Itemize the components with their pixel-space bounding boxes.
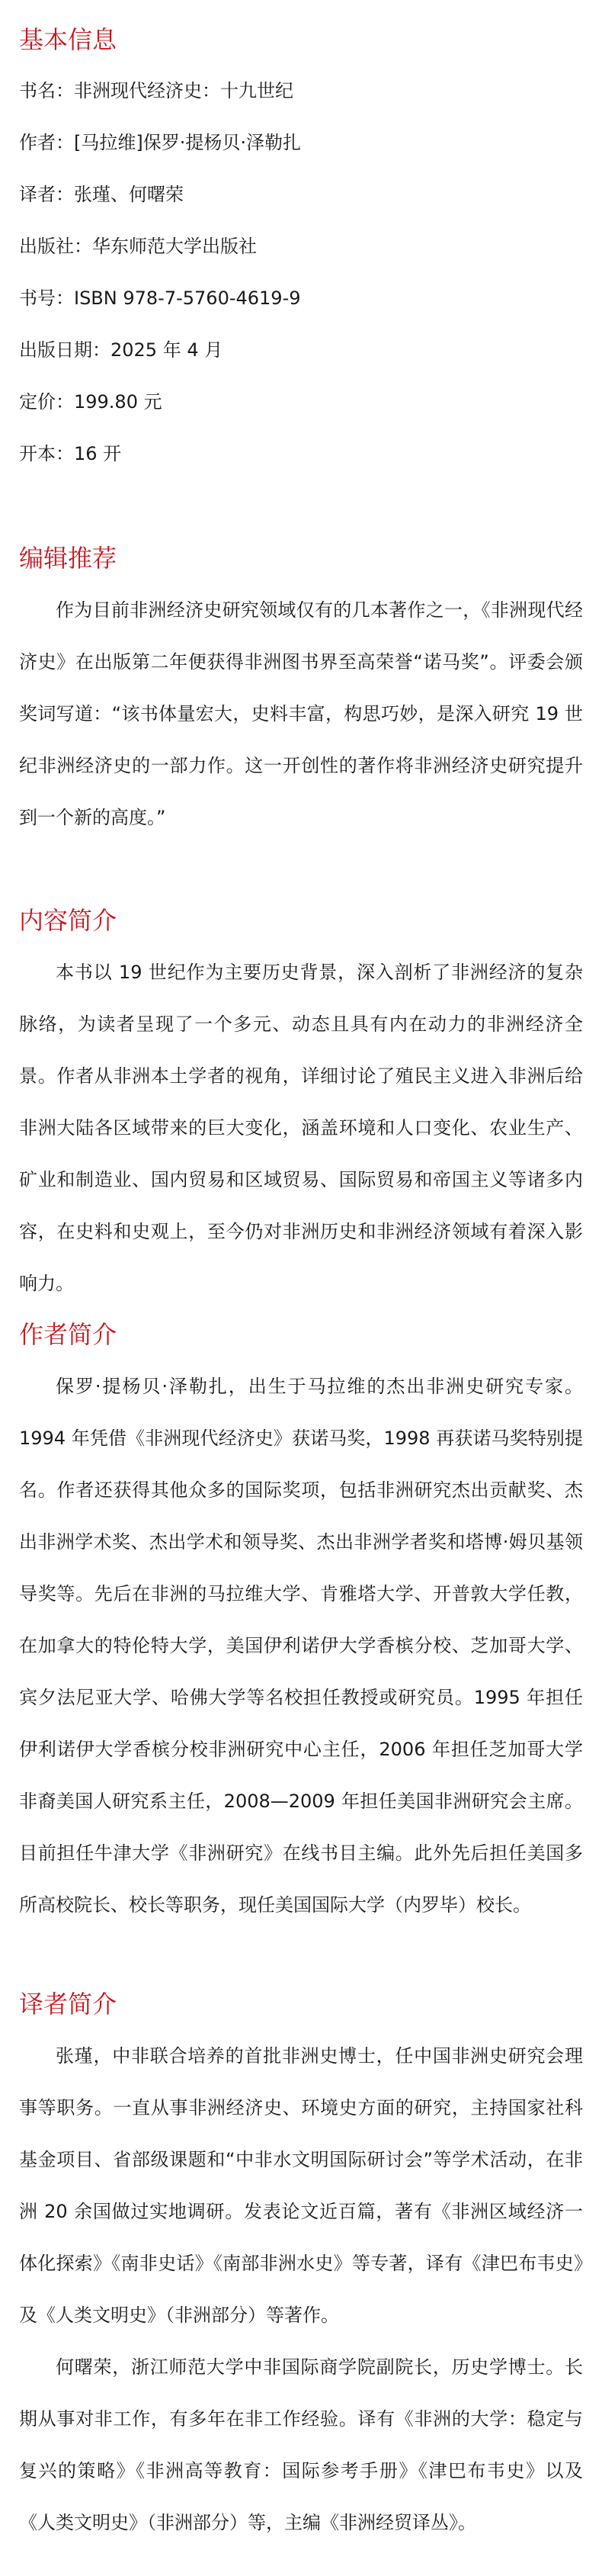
author-intro-section bbox=[19, 1318, 583, 1931]
basic-info-heading: 基本信息 bbox=[19, 25, 117, 54]
basic-info-list bbox=[19, 79, 583, 465]
translator-intro-paragraph-2: 何曙荣，浙江师范大学中非国际商学院副院长，历史学博士。长期从事对非工作，有多年在非工作经验。译有《非洲的大学：稳定与复兴的策略》《非洲高等教育：国际参考手册》《津巴布韦史》以及《人类文明史》（非洲部分）等，主编《非洲经贸译丛》。 bbox=[19, 2356, 583, 2533]
info-translator: 译者：张瑾、何曙荣 bbox=[19, 184, 184, 205]
info-isbn: 书号：ISBN 978-7-5760-4619-9 bbox=[19, 287, 301, 309]
content-summary-paragraph: 本书以 19 世纪作为主要历史背景，深入剖析了非洲经济的复杂脉络，为读者呈现了一个多元、动态且具有内在动力的非洲经济全景。作者从非洲本土学者的视角，详细讨论了殖民主义进入非洲后给非洲大陆各区域带来的巨大变化，涵盖环境和人口变化、农业生产、矿业和制造业、国内贸易和区域贸易、国际贸易和帝国主义等诸多内容，在史料和史观上，至今仍对非洲历史和非洲经济领域有着深入影响力。 bbox=[19, 962, 583, 1294]
info-publisher: 出版社：华东师范大学出版社 bbox=[19, 236, 257, 257]
translator-intro-heading: 译者简介 bbox=[19, 1990, 117, 2019]
author-intro-heading: 作者简介 bbox=[19, 1320, 117, 1349]
translator-intro-paragraph-1: 张瑾，中非联合培养的首批非洲史博士，任中国非洲史研究会理事等职务。一直从事非洲经济史、环境史方面的研究，主持国家社科基金项目、省部级课题和“中非水文明国际研讨会”等学术活动，在非洲 20 余国做过实地调研。发表论文近百篇，著有《非洲区域经济一体化探索》《南非史话》《南部非洲水史》等专著，译有《津巴布韦史》及《人类文明史》（非洲部分）等著作。 bbox=[19, 2045, 583, 2326]
author-intro-paragraph: 保罗·提杨贝·泽勒扎，出生于马拉维的杰出非洲史研究专家。1994 年凭借《非洲现代经济史》获诺马奖，1998 再获诺马奖特别提名。作者还获得其他众多的国际奖项，包括非洲研究杰出贡献奖、杰出非洲学术奖、杰出学术和领导奖、杰出非洲学者奖和塔博·姆贝基领导奖等。先后在非洲的马拉维大学、肯雅塔大学、开普敦大学任教，在加拿大的特伦特大学，美国伊利诺伊大学香槟分校、芝加哥大学、宾夕法尼亚大学、哈佛大学等名校担任教授或研究员。1995 年担任伊利诺伊大学香槟分校非洲研究中心主任，2006 年担任芝加哥大学非裔美国人研究系主任，2008—2009 年担任美国非洲研究会主席。目前担任牛津大学《非洲研究》在线书目主编。此外先后担任美国多所高校院长、校长等职务，现任美国国际大学（内罗毕）校长。 bbox=[19, 1376, 583, 1916]
basic-info-section bbox=[19, 23, 583, 465]
info-author: 作者：[马拉维]保罗·提杨贝·泽勒扎 bbox=[19, 132, 301, 153]
translator-intro-section bbox=[19, 1987, 583, 2549]
info-publish-date: 出版日期：2025 年 4 月 bbox=[19, 339, 223, 361]
editor-recommendation-heading: 编辑推荐 bbox=[19, 544, 117, 573]
info-title: 书名：非洲现代经济史：十九世纪 bbox=[19, 80, 293, 101]
content-summary-heading: 内容简介 bbox=[19, 906, 117, 935]
content-summary-section bbox=[19, 904, 583, 1309]
editor-recommendation-section bbox=[19, 541, 583, 843]
info-price: 定价：199.80 元 bbox=[19, 391, 162, 413]
info-format: 开本：16 开 bbox=[19, 443, 122, 464]
editor-recommendation-paragraph: 作为目前非洲经济史研究领域仅有的几本著作之一，《非洲现代经济史》在出版第二年便获得非洲图书界至高荣誉“诺马奖”。评委会颁奖词写道：“该书体量宏大，史料丰富，构思巧妙，是深入研究 19 世纪非洲经济史的一部力作。这一开创性的著作将非洲经济史研究提升到一个新的高度。” bbox=[19, 599, 583, 828]
